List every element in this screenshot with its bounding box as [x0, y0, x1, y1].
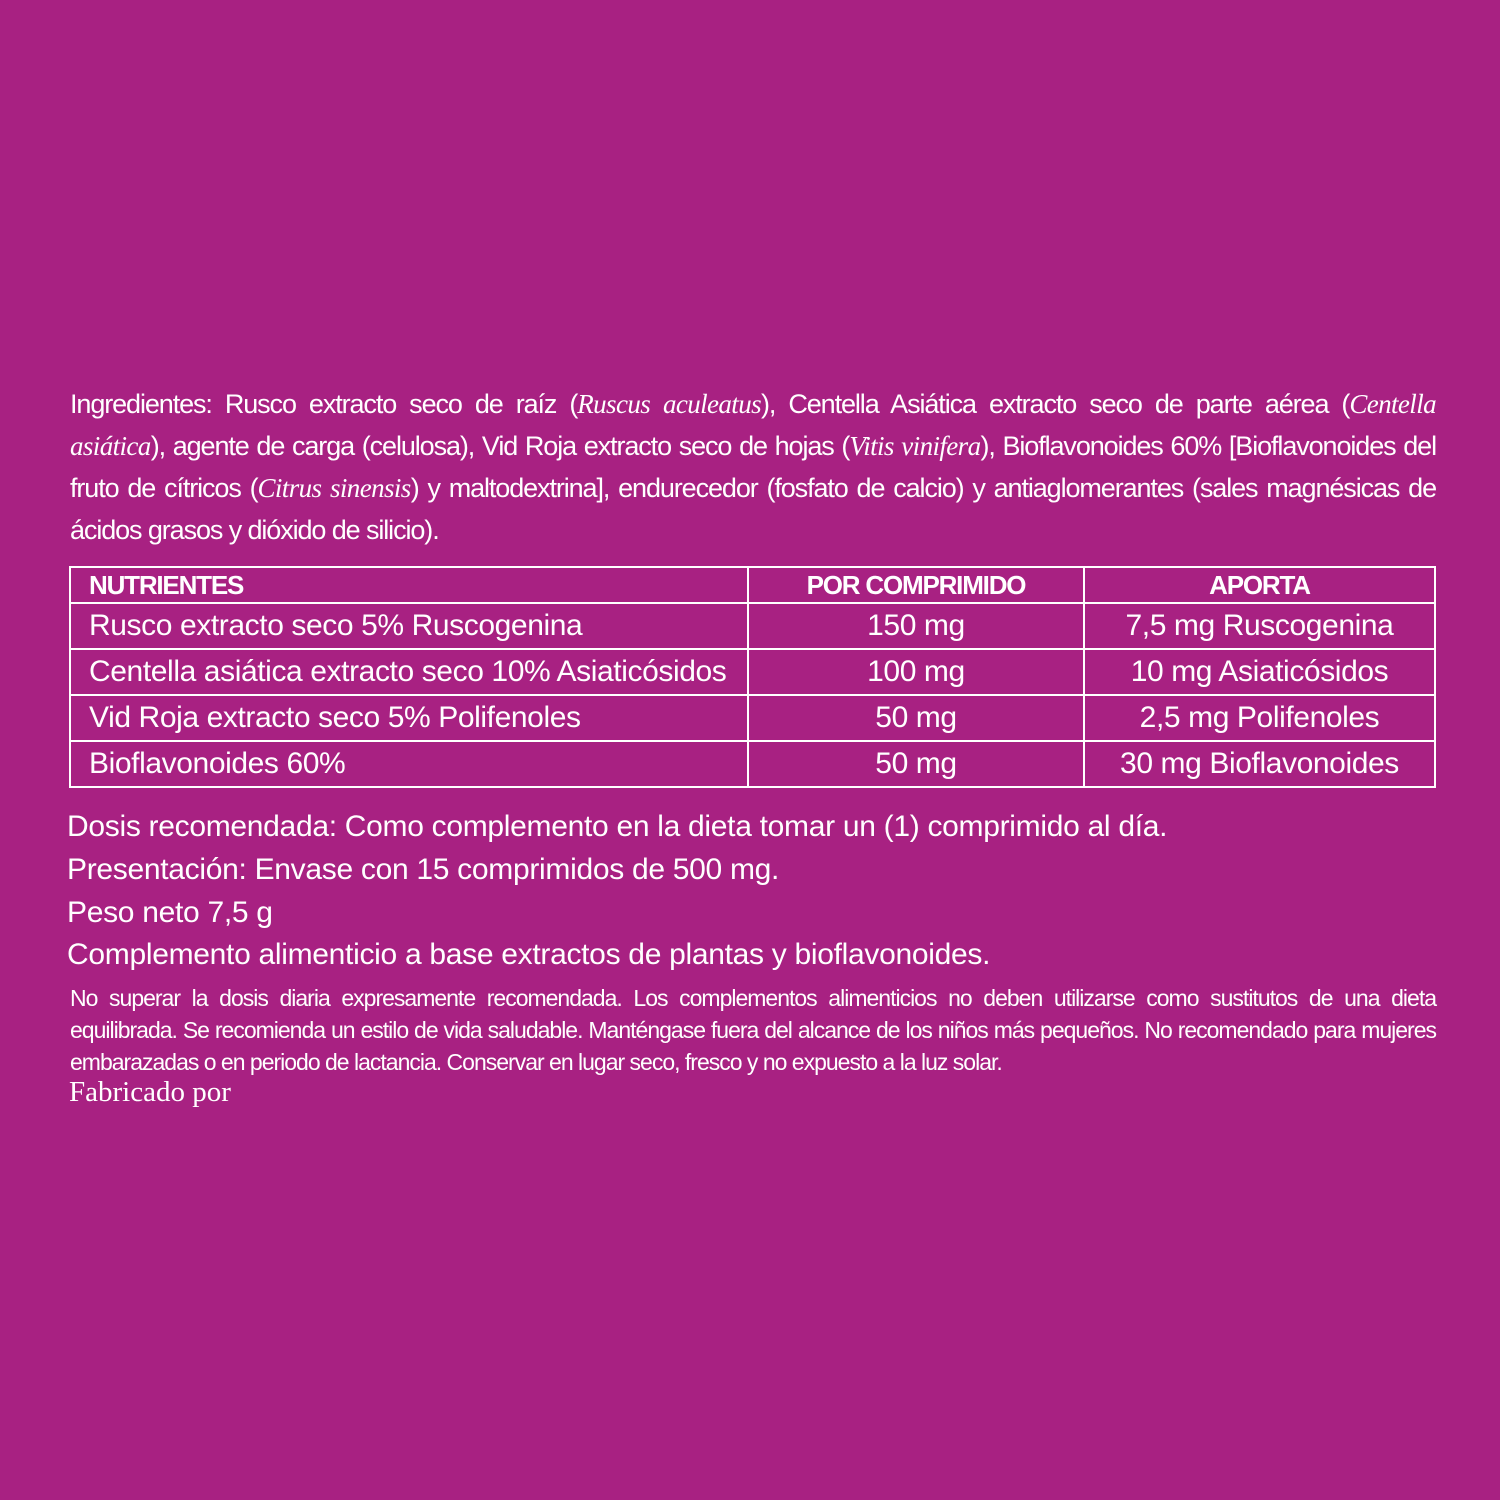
amount-per-tablet: 150 mg	[748, 603, 1084, 649]
table-row	[70, 649, 1435, 695]
nutrient-name: Bioflavonoides 60%	[70, 741, 748, 787]
nutrition-table	[69, 566, 1436, 788]
header-aporta: APORTA	[1084, 567, 1435, 603]
table-header-row	[70, 567, 1435, 603]
nutrient-name: Centella asiática extracto seco 10% Asiaticósidos	[70, 649, 748, 695]
ingredients-text: ), Centella Asiática extracto seco de parte aérea (	[761, 389, 1350, 419]
header-por-comprimido: POR COMPRIMIDO	[748, 567, 1084, 603]
table-row	[70, 695, 1435, 741]
header-nutrientes: NUTRIENTES	[70, 567, 748, 603]
ingredients-latin-name: Vitis vinifera	[849, 431, 981, 461]
presentacion: Presentación: Envase con 15 comprimidos de 500 mg.	[67, 853, 780, 886]
ingredients-text: ), Bioflavonoides 60% [Bioflavonoides del fruto de cítricos (	[70, 431, 1436, 503]
complemento-descripcion: Complemento alimenticio a base extractos de plantas y bioflavonoides.	[67, 938, 991, 971]
ingredients-paragraph	[70, 383, 1436, 551]
ingredients-latin-name: Citrus sinensis	[257, 473, 411, 503]
peso-neto: Peso neto 7,5 g	[67, 896, 273, 929]
ingredients-latin-name: Ruscus aculeatus	[577, 389, 762, 419]
nutrient-contribution: 30 mg Bioflavonoides	[1084, 741, 1435, 787]
fabricado-por: Fabricado por	[69, 1076, 231, 1108]
warning-text: No superar la dosis diaria expresamente recomendada. Los complementos alimenticios no deben utilizarse como sustitutos de una dieta equilibrada. Se recomienda un estilo de vida saludable. Manténgase fuera del alcance de los niños más pequeños. No recomendado para mujeres embarazadas o en periodo de lactancia. Conservar en lugar seco, fresco y no expuesto a la luz solar.	[70, 985, 1436, 1075]
nutrient-contribution: 7,5 mg Ruscogenina	[1084, 603, 1435, 649]
ingredients-latin-name: Centella asiática	[70, 389, 1436, 461]
amount-per-tablet: 100 mg	[748, 649, 1084, 695]
ingredients-text: ), agente de carga (celulosa), Vid Roja extracto seco de hojas (	[150, 431, 850, 461]
nutrient-contribution: 10 mg Asiaticósidos	[1084, 649, 1435, 695]
table-row	[70, 741, 1435, 787]
nutrient-name: Vid Roja extracto seco 5% Polifenoles	[70, 695, 748, 741]
ingredients-text: ) y maltodextrina], endurecedor (fosfato de calcio) y antiaglomerantes (sales magnésicas de ácidos grasos y dióxido de silicio).	[70, 473, 1436, 545]
nutrient-name: Rusco extracto seco 5% Ruscogenina	[70, 603, 748, 649]
dosis-recomendada: Dosis recomendada: Como complemento en la dieta tomar un (1) comprimido al día.	[67, 810, 1168, 843]
ingredients-text: Ingredientes: Rusco extracto seco de raíz (	[70, 389, 578, 419]
nutrient-contribution: 2,5 mg Polifenoles	[1084, 695, 1435, 741]
amount-per-tablet: 50 mg	[748, 695, 1084, 741]
amount-per-tablet: 50 mg	[748, 741, 1084, 787]
table-row	[70, 603, 1435, 649]
